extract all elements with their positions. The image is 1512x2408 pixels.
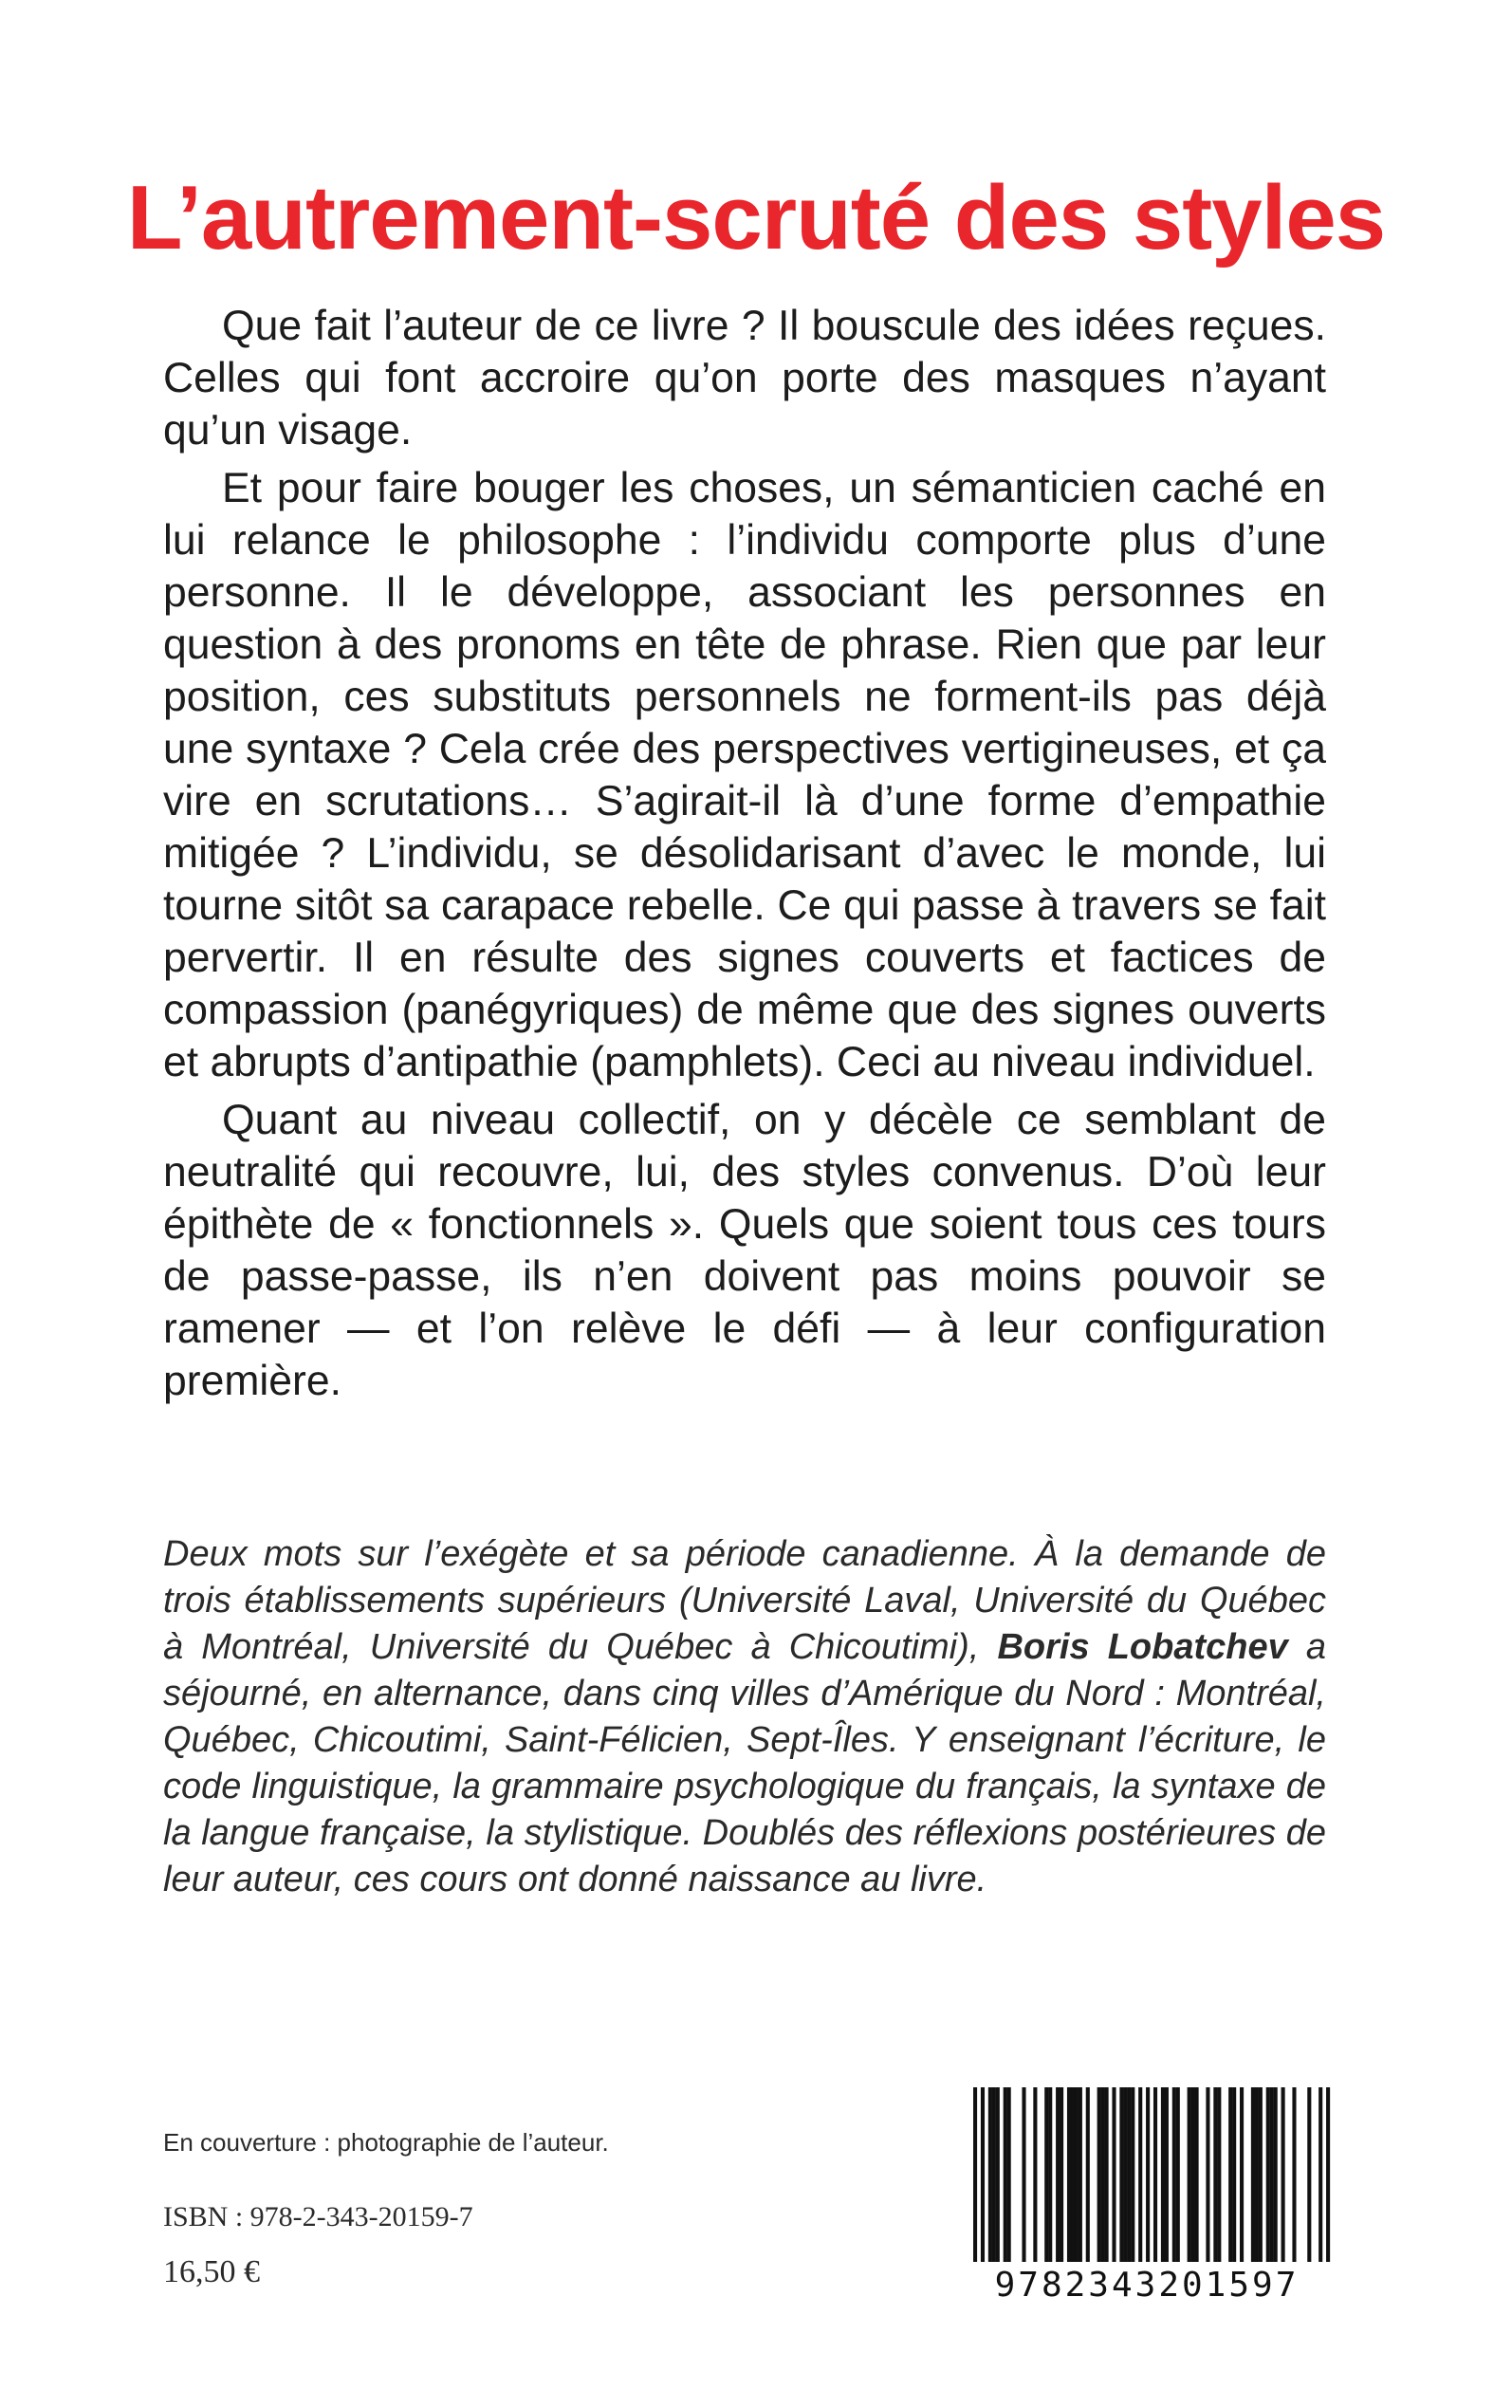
barcode-bar — [1044, 2087, 1048, 2262]
barcode-bar — [1191, 2087, 1195, 2262]
barcode-bar — [1292, 2087, 1296, 2262]
isbn: ISBN : 978-2-343-20159-7 — [163, 2201, 473, 2232]
barcode-bar — [992, 2087, 996, 2262]
barcode-bar — [1127, 2087, 1131, 2262]
book-title: L’autrement-scruté des styles — [126, 167, 1386, 269]
barcode-bar — [1146, 2087, 1150, 2262]
barcode-bar — [1075, 2087, 1079, 2262]
barcode-bar — [1004, 2087, 1007, 2262]
barcode-bar — [1240, 2087, 1244, 2262]
author-bio — [163, 1531, 1326, 1903]
barcode-bar — [988, 2087, 992, 2262]
barcode-bar — [1060, 2087, 1063, 2262]
barcode-bar — [1188, 2087, 1191, 2262]
barcode-bar — [1255, 2087, 1259, 2262]
barcode-bar — [1086, 2087, 1090, 2262]
barcode-bar — [996, 2087, 1000, 2262]
cover-credit: En couverture : photographie de l’auteur. — [163, 2128, 609, 2157]
barcode-bar — [1153, 2087, 1157, 2262]
barcode-bar — [1206, 2087, 1209, 2262]
barcode-bar — [1112, 2087, 1116, 2262]
barcode-bar — [1119, 2087, 1123, 2262]
barcode-bar — [1067, 2087, 1071, 2262]
barcode-bar — [1056, 2087, 1060, 2262]
barcode-bar — [1217, 2087, 1221, 2262]
barcode-bars — [960, 2084, 1334, 2264]
barcode-bar — [981, 2087, 985, 2262]
barcode-bar — [1318, 2087, 1322, 2262]
barcode — [960, 2084, 1334, 2309]
barcode-bar — [1172, 2087, 1176, 2262]
barcode-bar — [1105, 2087, 1109, 2262]
barcode-bar — [1213, 2087, 1217, 2262]
blurb — [163, 300, 1326, 1413]
blurb-paragraph-2: Et pour faire bouger les choses, un sémanticien caché en lui relance le philosophe : l’individu comporte plus d’une personne. Il le développe, associant les personnes en question à des pronoms en tête de phrase. Rien que par leur position, ces substituts personnels ne forment-ils pas déjà une syntaxe ? Cela crée des perspectives vertigineuses, et ça vire en scrutations… S’agirait-il là d’une forme d’empathie mitigée ? L’individu, se désolidarisant d’avec le monde, lui tourne sitôt sa carapace rebelle. Ce qui passe à travers se fait pervertir. Il en résulte des signes couverts et factices de compassion (panégyriques) de même que des signes ouverts et abrupts d’antipathie (pamphlets). Ceci au niveau individuel. — [163, 465, 1326, 1085]
barcode-bar — [1251, 2087, 1255, 2262]
bio-intro: Deux mots sur l’exégète et sa période canadienne. À la demande de trois établissements supérieurs (Université Laval, Université du Québec à Montréal, Université du Québec à Chicoutimi), — [163, 1534, 1326, 1667]
barcode-bar — [1138, 2087, 1142, 2262]
barcode-bar — [1195, 2087, 1199, 2262]
author-name: Boris Lobatchev — [997, 1627, 1288, 1667]
barcode-bar — [1326, 2087, 1330, 2262]
barcode-digits: 9782343201597 — [994, 2266, 1300, 2305]
barcode-bar — [1161, 2087, 1165, 2262]
barcode-bar — [1282, 2087, 1285, 2262]
barcode-bar — [1259, 2087, 1263, 2262]
barcode-bar — [1266, 2087, 1270, 2262]
barcode-bar — [1274, 2087, 1278, 2262]
barcode-bar — [1176, 2087, 1180, 2262]
barcode-bar — [1048, 2087, 1052, 2262]
barcode-bar — [1097, 2087, 1101, 2262]
bio-rest: a séjourné, en alternance, dans cinq villes d’Amérique du Nord : Montréal, Québec, Chicoutimi, Saint-Félicien, Sept-Îles. Y enseignant l’écriture, le code linguistique, la grammaire psychologique du français, la syntaxe de la langue française, la stylistique. Doublés des réflexions postérieures de leur auteur, ces cours ont donné naissance au livre. — [163, 1627, 1326, 1899]
barcode-bar — [1007, 2087, 1011, 2262]
barcode-bar — [1232, 2087, 1236, 2262]
price: 16,50 € — [163, 2254, 260, 2289]
barcode-bar — [1123, 2087, 1127, 2262]
barcode-bar — [1079, 2087, 1082, 2262]
barcode-bar — [1307, 2087, 1311, 2262]
barcode-bar — [1022, 2087, 1025, 2262]
barcode-bar — [1270, 2087, 1274, 2262]
barcode-bar — [1101, 2087, 1105, 2262]
barcode-bar — [1165, 2087, 1169, 2262]
blurb-paragraph-1: Que fait l’auteur de ce livre ? Il bouscule des idées reçues. Celles qui font accroire qu’on porte des masques n’ayant qu’un visage. — [163, 303, 1326, 454]
blurb-paragraph-3: Quant au niveau collectif, on y décèle ce semblant de neutralité qui recouvre, lui, des styles convenus. D’où leur épithète de « fonctionnels ». Quels que soient tous ces tours de passe-passe, ils n’en doivent pas moins pouvoir se ramener — et l’on relève le défi — à leur configuration première. — [163, 1097, 1326, 1404]
barcode-bar — [973, 2087, 977, 2262]
barcode-bar — [1071, 2087, 1075, 2262]
barcode-bar — [1033, 2087, 1037, 2262]
barcode-bar — [1228, 2087, 1232, 2262]
barcode-bar — [1131, 2087, 1134, 2262]
